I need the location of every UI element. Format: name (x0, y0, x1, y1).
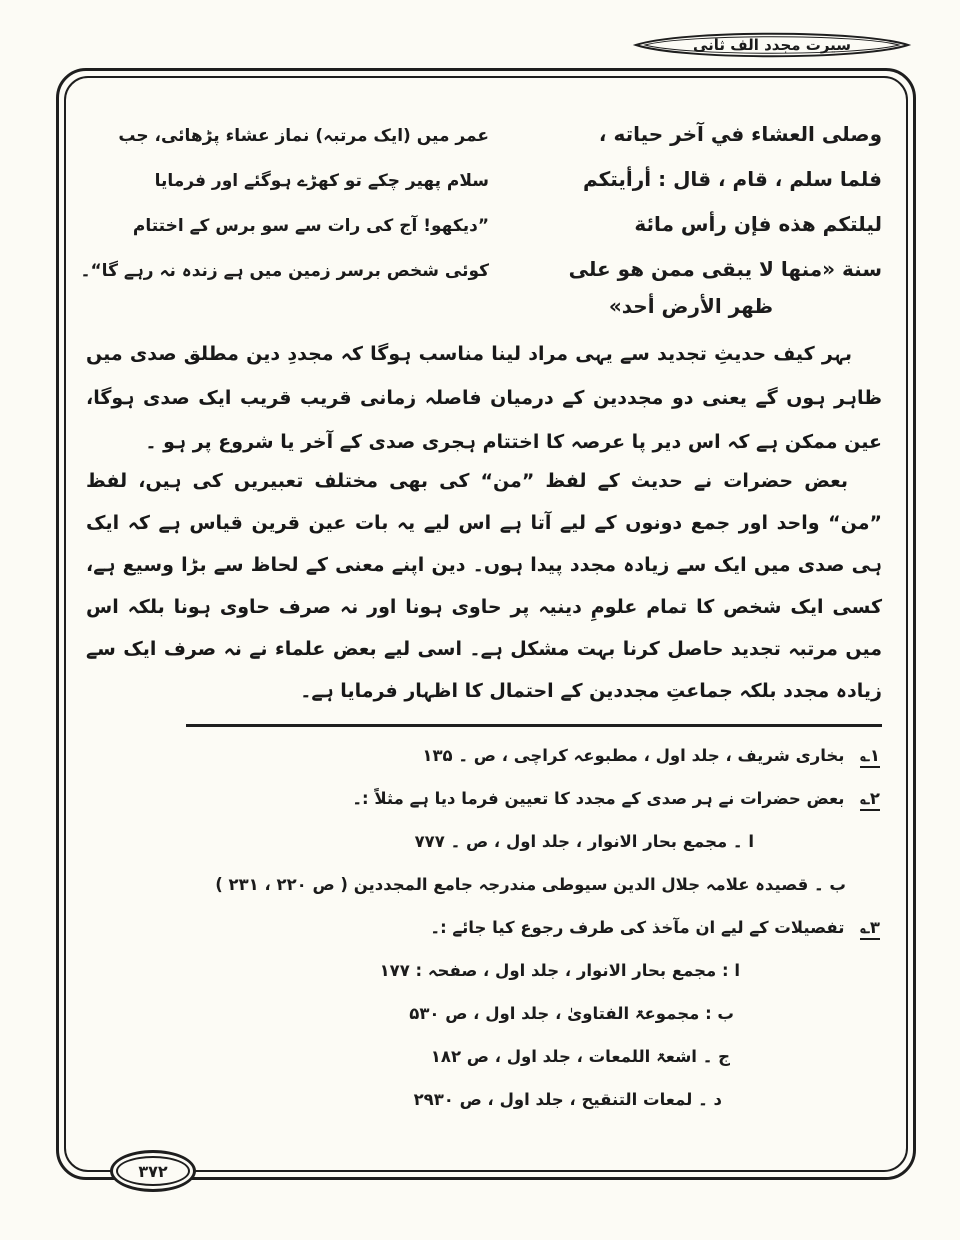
hadith-urdu-line-2: سلام پھیر چکے تو کھڑے ہوگئے اور فرمایا (154, 171, 489, 191)
page-number-badge (110, 1150, 196, 1192)
footnote-2-text: بعض حضرات نے ہر صدی کے مجدد کا تعیین فرما دیا ہے مثلاً :۔ (352, 789, 845, 808)
footnote-3-item-d: د ۔ لمعات التنقیح ، جلد اول ، ص ۲۹۳۰ (413, 1090, 722, 1109)
hadith-row (96, 112, 882, 157)
hadith-arabic-closing: ظهر الأرض أحد» (608, 294, 774, 318)
footnote-1-text: بخاری شریف ، جلد اول ، مطبوعہ کراچی ، ص ۔ ۱۳۵ (422, 746, 845, 765)
footnote-separator (186, 724, 882, 727)
hadith-arabic-line-1: وصلى العشاء في آخر حياته ، (598, 122, 882, 146)
body-paragraph-1: بہر کیف حدیثِ تجدید سے یہی مراد لینا مناسب ہوگا کہ مجددِ دین مطلق صدی میں ظاہر ہوں گے یعنی دو مجددین کے درمیان فاصلہ زمانی قریب قریب ایک صدی ہوگا، عین ممکن ہے کہ اس دیر پا عرصہ کا اختتام ہجری صدی کے آخر یا شروع پر ہو ۔ (86, 343, 882, 453)
book-title: سیرت مجدد الف ثانی (692, 36, 852, 54)
footnote-1 (90, 734, 880, 777)
header-cartouche (632, 26, 912, 64)
hadith-urdu-line-3: ”دیکھو! آج کی رات سے سو برس کے اختتام (132, 216, 489, 236)
hadith-arabic-line-2: فلما سلم ، قام ، قال : أرأيتكم (582, 167, 882, 191)
hadith-urdu-line-4: کوئی شخص برسر زمین میں ہے زندہ نہ رہے گا“۔ (80, 261, 489, 281)
footnote-2-marker: ۲؎ (860, 789, 880, 811)
footnote-2-item-b: ب ۔ قصیدہ علامہ جلال الدین سیوطی مندرجہ جامع المجددین ( ص ۲۲۰ ، ۲۳۱ ) (215, 875, 846, 894)
hadith-row (96, 202, 882, 247)
hadith-urdu-line-1: عمر میں (ایک مرتبہ) نماز عشاء پڑھائی، جب (118, 126, 489, 146)
footnote-3-item-c: ج ۔ اشعۃ اللمعات ، جلد اول ، ص ۱۸۲ (430, 1047, 730, 1066)
footnotes-block (90, 734, 880, 1121)
page-number-inner-ring (116, 1156, 190, 1186)
footnote-3-text: تفصیلات کے لیے ان مآخذ کی طرف رجوع کیا جائے :۔ (430, 918, 845, 937)
hadith-arabic-line-3: ليلتكم هذه فإن رأس مائة (634, 212, 882, 236)
footnote-3-marker: ۳؎ (860, 918, 880, 940)
footnote-2-item-a: ا ۔ مجمع بحار الانوار ، جلد اول ، ص ۔ ۷۷۷ (414, 832, 754, 851)
page-number-text: ۳۷۲ (138, 1161, 168, 1181)
hadith-row (96, 157, 882, 202)
footnote-1-marker: ۱؎ (860, 746, 880, 768)
footnote-3 (90, 906, 880, 949)
body-paragraph-2: بعض حضرات نے حدیث کے لفظ ”من“ کی بھی مختلف تعبیریں کی ہیں، لفظ ”من“ واحد اور جمع دونوں کے لیے آتا ہے اس لیے یہ بات عین قرین قیاس ہے کہ ایک ہی صدی میں ایک سے زیادہ مجدد پیدا ہوں۔ دین اپنے معنی کے لحاظ سے بڑا وسیع ہے، کسی ایک شخص کا تمام علومِ دینیہ پر حاوی ہونا اور نہ صرف حاوی ہونا بلکہ اس میں مرتبہ تجدید حاصل کرنا بہت مشکل ہے۔ اسی لیے بعض علماء نے نہ صرف ایک سے زیادہ مجدد بلکہ جماعتِ مجددین کے احتمال کا اظہار فرمایا ہے۔ (86, 470, 882, 702)
hadith-block (80, 112, 882, 292)
footnote-2 (90, 777, 880, 820)
hadith-arabic-line-4: سنة «منها لا يبقى ممن هو على (568, 257, 882, 281)
footnote-3-item-a: ا : مجمع بحار الانوار ، جلد اول ، صفحہ : ۱۷۷ (379, 961, 740, 980)
footnote-3-item-b: ب : مجموعۃ الفتاویٰ ، جلد اول ، ص ۵۳۰ (409, 1004, 734, 1023)
hadith-row (80, 247, 882, 292)
